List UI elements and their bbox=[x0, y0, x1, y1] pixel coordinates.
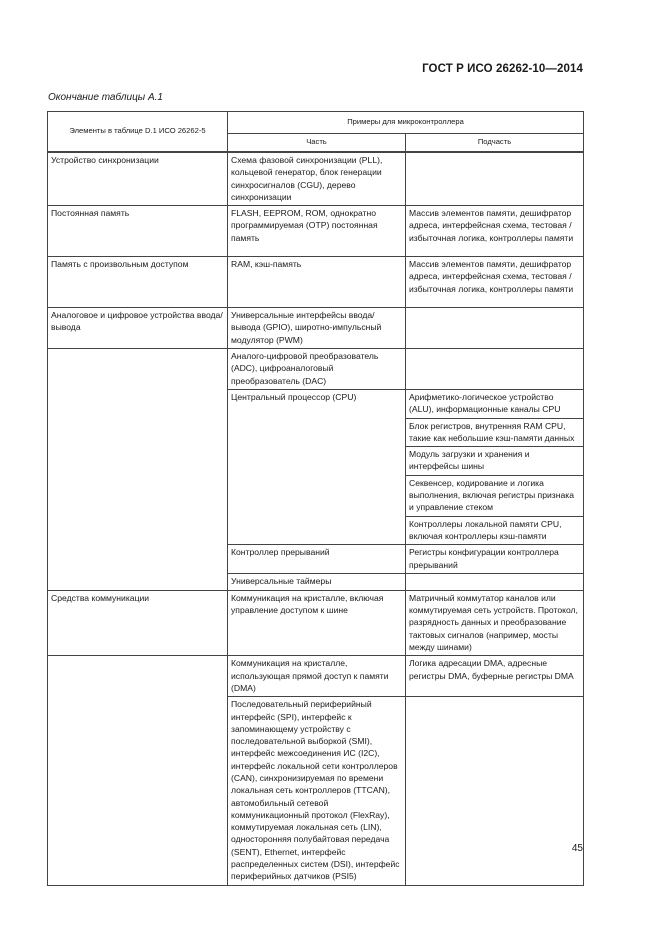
table-row bbox=[48, 152, 584, 206]
microcontroller-table bbox=[47, 111, 584, 886]
cell-element: Постоянная память bbox=[48, 206, 228, 257]
cell-part: Схема фазовой синхронизации (PLL), кольцевой генератор, блок генерации синхросигналов (CGU), дерево синхронизации bbox=[228, 152, 406, 206]
cell-element: Память с произвольным доступом bbox=[48, 257, 228, 308]
cell-subpart: Модуль загрузки и хранения и интерфейсы шины bbox=[406, 447, 584, 476]
page-number: 45 bbox=[571, 843, 583, 854]
cell-subpart: Матричный коммутатор каналов или коммутируемая сеть устройств. Протокол, разрядность данных и преобразование тактовых сигналов (например, мосты между шинами) bbox=[406, 590, 584, 655]
cell-subpart: Контроллеры локальной памяти CPU, включая контроллеры кэш-памяти bbox=[406, 516, 584, 545]
cell-subpart bbox=[406, 308, 584, 349]
cell-element: Средства коммуникации bbox=[48, 590, 228, 655]
table-row bbox=[48, 349, 584, 390]
cell-subpart: Блок регистров, внутренняя RAM CPU, такие как небольшие кэш-памяти данных bbox=[406, 418, 584, 447]
table-row bbox=[48, 308, 584, 349]
table-caption: Окончание таблицы А.1 bbox=[48, 92, 163, 103]
cell-subpart: Регистры конфигурации контроллера прерываний bbox=[406, 545, 584, 574]
cell-subpart: Массив элементов памяти, дешифратор адреса, интерфейсная схема, тестовая / избыточная логика, контроллеры памяти bbox=[406, 206, 584, 257]
cell-part: Аналого-цифровой преобразователь (ADC), цифроаналоговый преобразователь (DAC) bbox=[228, 349, 406, 390]
cell-element: Аналоговое и цифровое устройства ввода/вывода bbox=[48, 308, 228, 349]
cell-subpart: Логика адресации DMA, адресные регистры DMA, буферные регистры DMA bbox=[406, 656, 584, 697]
cell-part: Коммуникация на кристалле, включая управление доступом к шине bbox=[228, 590, 406, 655]
cell-part: Коммуникация на кристалле, использующая прямой доступ к памяти (DMA) bbox=[228, 656, 406, 697]
cell-part: Универсальные интерфейсы ввода/вывода (GPIO), широтно-импульсный модулятор (PWM) bbox=[228, 308, 406, 349]
cell-part: RAM, кэш-память bbox=[228, 257, 406, 308]
cell-element: Устройство синхронизации bbox=[48, 152, 228, 206]
cell-element-empty bbox=[48, 656, 228, 885]
cell-subpart: Секвенсер, кодирование и логика выполнения, включая регистры признака и управление стеком bbox=[406, 475, 584, 516]
table-row bbox=[48, 206, 584, 257]
cell-subpart bbox=[406, 349, 584, 390]
document-header: ГОСТ Р ИСО 26262-10—2014 bbox=[422, 63, 583, 75]
table-row bbox=[48, 656, 584, 697]
table-row bbox=[48, 257, 584, 308]
column-header-part: Часть bbox=[228, 134, 406, 153]
cell-element-empty bbox=[48, 349, 228, 591]
cell-part: Центральный процессор (CPU) bbox=[228, 389, 406, 544]
cell-subpart bbox=[406, 697, 584, 885]
column-header-elements: Элементы в таблице D.1 ИСО 26262-5 bbox=[48, 112, 228, 153]
cell-subpart bbox=[406, 152, 584, 206]
cell-part: FLASH, EEPROM, ROM, однократно программируемая (OTP) постоянная память bbox=[228, 206, 406, 257]
cell-part: Контроллер прерываний bbox=[228, 545, 406, 574]
cell-subpart bbox=[406, 573, 584, 590]
column-group-header: Примеры для микроконтроллера bbox=[228, 112, 584, 134]
column-header-subpart: Подчасть bbox=[406, 134, 584, 153]
table-row bbox=[48, 590, 584, 655]
cell-part: Универсальные таймеры bbox=[228, 573, 406, 590]
cell-part: Последовательный периферийный интерфейс (SPI), интерфейс к запоминающему устройству с последовательной выборкой (SMI), интерфейс межсоединения ИС (I2C), интерфейс локальной сети контроллеров (CAN), синхронизируемая по времени локальная сеть контроллеров (TTCAN), автомобильный сетевой коммуникационный протокол (FlexRay), коммутируемая локальная сеть (LIN), односторонняя полубайтовая передача (SENT), Ethernet, интерфейс распределенных систем (DSI), интерфейс периферийных датчиков (PSI5) bbox=[228, 697, 406, 885]
cell-subpart: Арифметико-логическое устройство (ALU), информационные каналы CPU bbox=[406, 389, 584, 418]
cell-subpart: Массив элементов памяти, дешифратор адреса, интерфейсная схема, тестовая / избыточная логика, контроллеры памяти bbox=[406, 257, 584, 308]
